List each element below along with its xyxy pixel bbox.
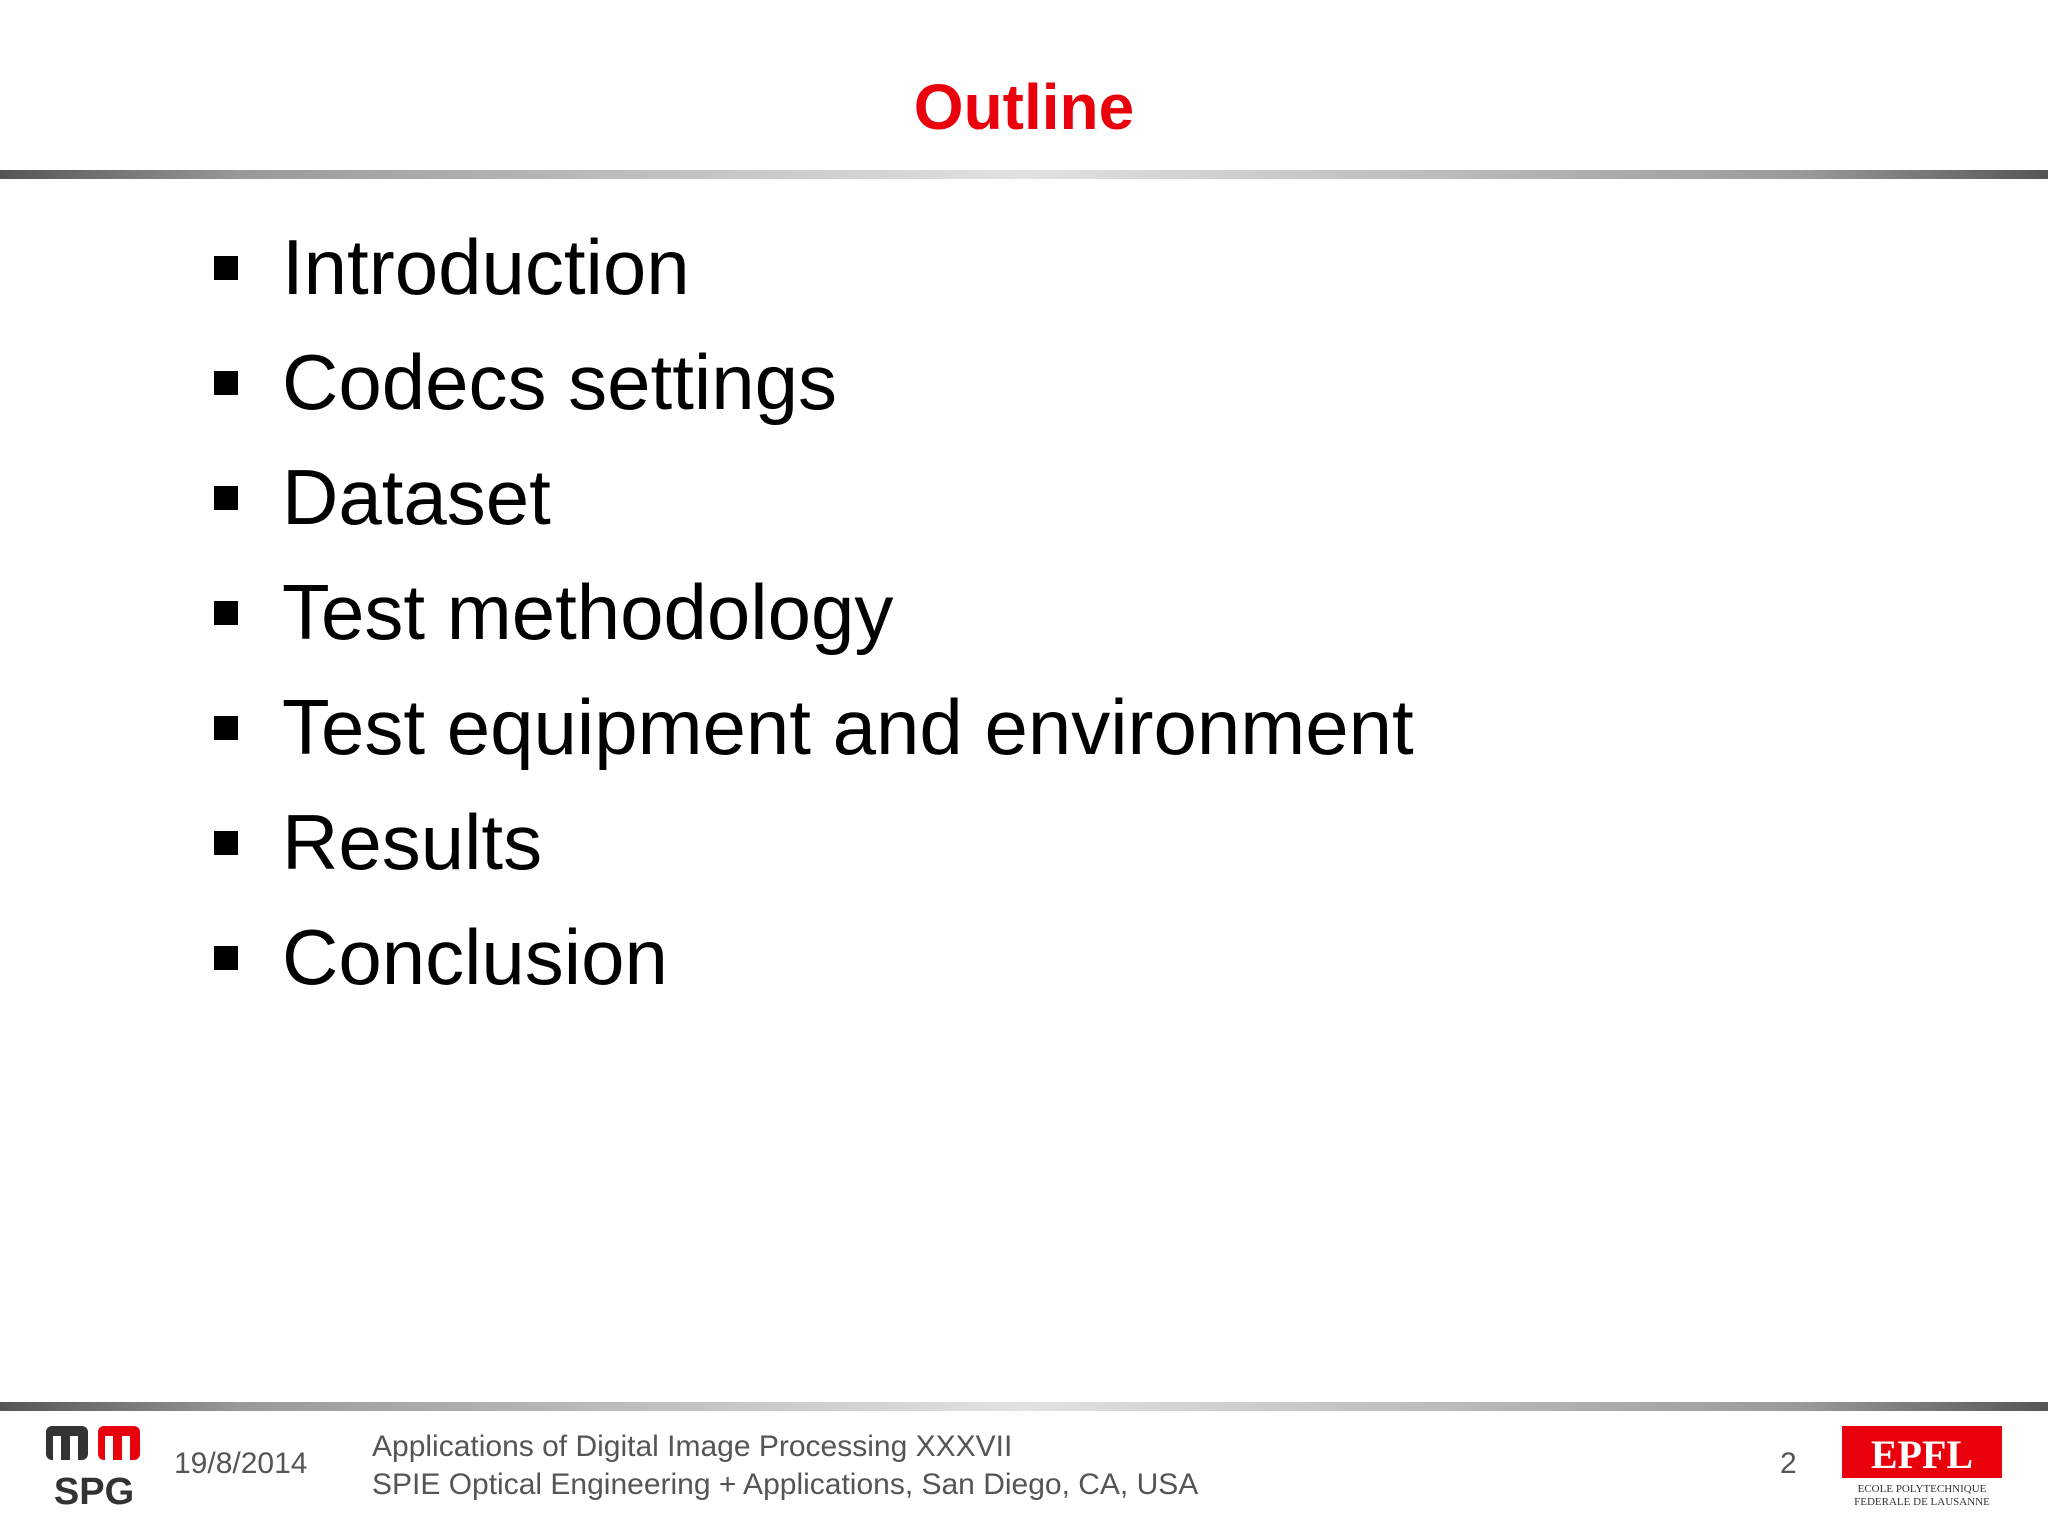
outline-item-text: Test methodology <box>282 568 894 656</box>
outline-item <box>214 670 1414 785</box>
footer-conference <box>372 1428 1198 1504</box>
square-bullet-icon <box>214 371 238 395</box>
page-number: 2 <box>1780 1447 1797 1480</box>
slide-title: Outline <box>913 71 1135 143</box>
footer-divider <box>0 1402 2048 1411</box>
outline-item-text: Results <box>282 798 543 886</box>
conference-line-2: SPIE Optical Engineering + Applications, San Diego, CA, USA <box>372 1468 1199 1501</box>
square-bullet-icon <box>214 601 238 625</box>
square-bullet-icon <box>214 831 238 855</box>
mmspg-logo <box>44 1424 144 1510</box>
outline-item-text: Codecs settings <box>282 338 837 426</box>
epfl-logo <box>1840 1424 2004 1508</box>
outline-item <box>214 785 1414 900</box>
square-bullet-icon <box>214 486 238 510</box>
square-bullet-icon <box>214 946 238 970</box>
outline-item <box>214 210 1414 325</box>
epfl-logo-subtext-1: ECOLE POLYTECHNIQUE <box>1857 1483 1987 1495</box>
mmspg-logo-text: SPG <box>53 1471 135 1510</box>
square-bullet-icon <box>214 716 238 740</box>
epfl-logo-text: EPFL <box>1870 1432 1974 1477</box>
footer-date: 19/8/2014 <box>174 1447 308 1480</box>
square-bullet-icon <box>214 256 238 280</box>
outline-item <box>214 325 1414 440</box>
outline-item-text: Introduction <box>282 223 690 311</box>
outline-item-text: Test equipment and environment <box>282 683 1414 771</box>
outline-list <box>214 210 1414 1015</box>
outline-item-text: Conclusion <box>282 913 668 1001</box>
outline-item <box>214 555 1414 670</box>
outline-item <box>214 900 1414 1015</box>
outline-item-text: Dataset <box>282 453 551 541</box>
header-divider <box>0 170 2048 179</box>
conference-line-1: Applications of Digital Image Processing XXXVII <box>372 1430 1013 1463</box>
outline-item <box>214 440 1414 555</box>
epfl-logo-subtext-2: FEDERALE DE LAUSANNE <box>1854 1496 1990 1508</box>
